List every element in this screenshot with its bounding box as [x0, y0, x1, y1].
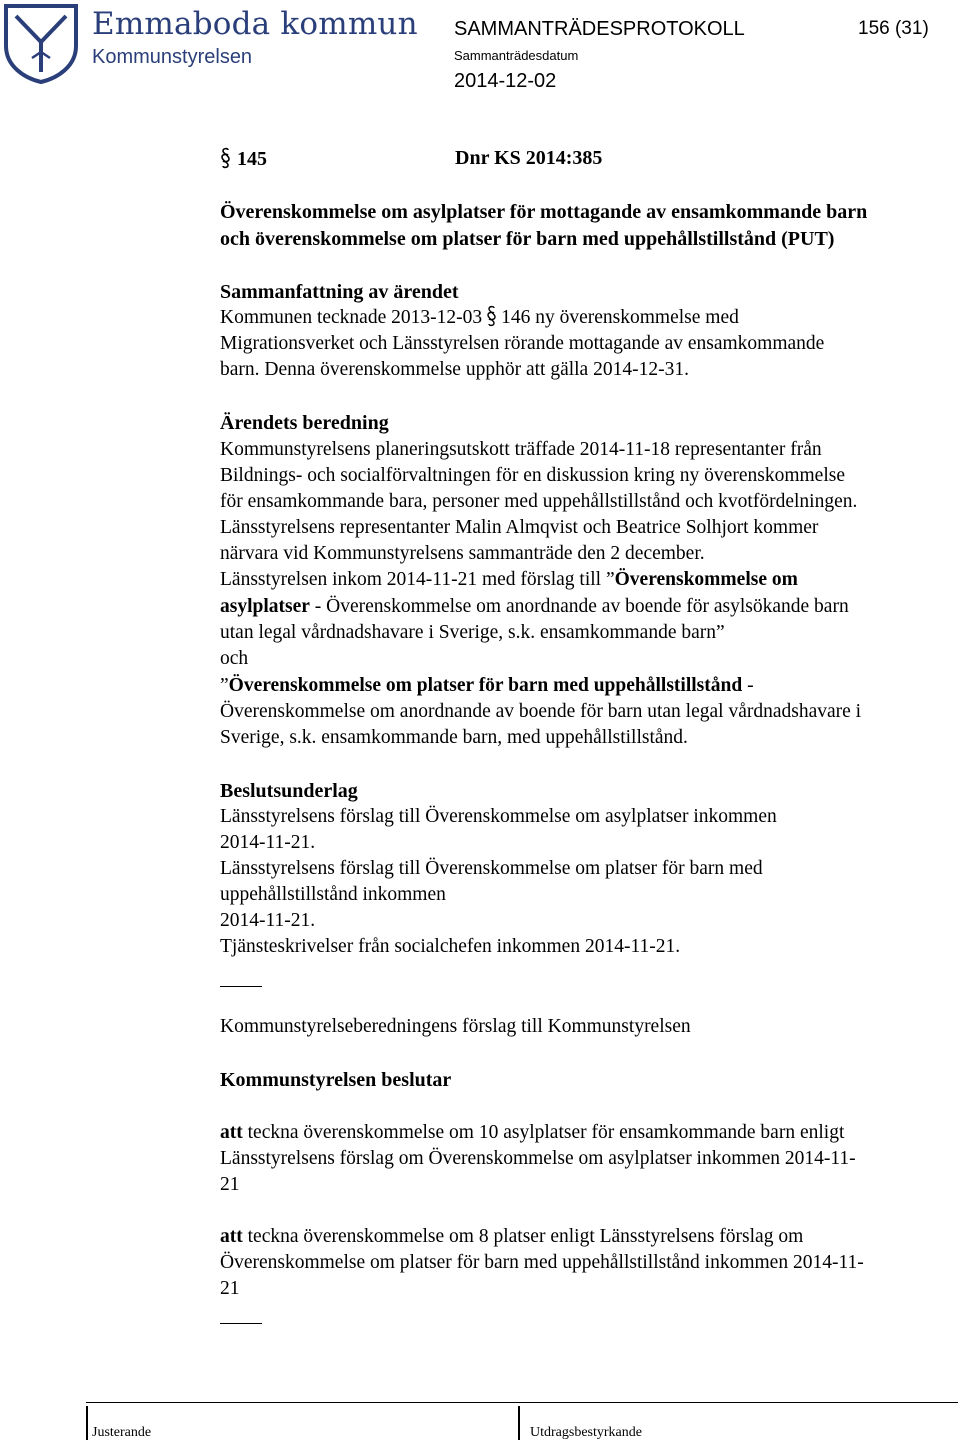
basis-line-4: uppehållstillstånd inkommen [220, 884, 446, 905]
preparation-line-2: Bildnings- och socialförvaltningen för en diskussion kring ny överenskommelse [220, 465, 845, 486]
decision-item-2-line-1 [220, 1224, 803, 1251]
footer-justerande: Justerande [92, 1425, 152, 1440]
case-title-line-1: Överenskommelse om asylplatser för mottagande av ensamkommande barn [220, 201, 868, 223]
summary-line-2: Migrationsverket och Länsstyrelsen rörande mottagande av ensamkommande [220, 333, 825, 354]
basis-line-2: 2014-11-21. [220, 832, 316, 853]
preparation-line-6a: Länsstyrelsen inkom 2014-11-21 med förslag till ” [220, 569, 615, 590]
decision-heading: Kommunstyrelsen beslutar [220, 1069, 452, 1091]
summary-line-1b: 146 ny överenskommelse med [501, 307, 739, 328]
preparation-line-6 [220, 567, 798, 594]
preparation-line-10 [220, 673, 754, 700]
proposal-line: Kommunstyrelseberedningens förslag till Kommunstyrelsen [220, 1016, 691, 1037]
basis-line-6: Tjänsteskrivelser från socialchefen inkommen 2014-11-21. [220, 936, 681, 957]
decision-item-2-text: teckna överenskommelse om 8 platser enligt Länsstyrelsens förslag om [242, 1226, 804, 1247]
preparation-line-1: Kommunstyrelsens planeringsutskott träffade 2014-11-18 representanter från [220, 439, 822, 460]
department-name: Kommunstyrelsen [92, 46, 253, 68]
basis-line-1: Länsstyrelsens förslag till Överenskommelse om asylplatser inkommen [220, 806, 777, 827]
meeting-date: 2014-12-02 [454, 70, 557, 92]
footer-divider-left [86, 1406, 88, 1440]
preparation-heading: Ärendets beredning [220, 412, 389, 434]
preparation-line-4: Länsstyrelsens representanter Malin Almqvist och Beatrice Solhjort kommer [220, 517, 819, 538]
footer-rule [86, 1402, 958, 1403]
document-type: SAMMANTRÄDESPROTOKOLL [454, 18, 745, 40]
preparation-line-6b: Överenskommelse om [614, 569, 798, 590]
preparation-line-10c: - [742, 675, 754, 696]
date-label: Sammanträdesdatum [454, 48, 579, 63]
preparation-line-9: och [220, 648, 249, 669]
page-number: 156 (31) [858, 18, 929, 39]
preparation-line-5: närvara vid Kommunstyrelsens sammanträde den 2 december. [220, 543, 705, 564]
footer-utdragsbestyrkande: Utdragsbestyrkande [530, 1425, 642, 1440]
preparation-line-11: Överenskommelse om anordnande av boende för barn utan legal vårdnadshavare i [220, 701, 862, 722]
preparation-line-3: för ensamkommande bara, personer med uppehållstillstånd och kvotfördelningen. [220, 491, 858, 512]
preparation-line-7a: asylplatser [220, 596, 310, 617]
decision-item-1-line-3: 21 [220, 1174, 240, 1195]
preparation-line-12: Sverige, s.k. ensamkommande barn, med uppehållstillstånd. [220, 727, 688, 748]
section-sign-icon [486, 305, 497, 327]
summary-heading: Sammanfattning av ärendet [220, 281, 459, 303]
decision-item-2-line-2: Överenskommelse om platser för barn med uppehållstillstånd inkommen 2014-11- [220, 1252, 864, 1273]
separator-line-end [220, 1323, 262, 1324]
summary-line-1 [220, 305, 739, 332]
preparation-line-10b: Överenskommelse om platser för barn med uppehållstillstånd [228, 675, 743, 696]
case-number: Dnr KS 2014:385 [455, 147, 603, 169]
preparation-line-10a: ” [220, 675, 229, 696]
section-number [220, 147, 267, 171]
decision-att-1: att [220, 1122, 243, 1143]
preparation-line-7b: - Överenskommelse om anordnande av boende för asylsökande barn [309, 596, 849, 617]
decision-item-1-text: teckna överenskommelse om 10 asylplatser för ensamkommande barn enligt [242, 1122, 845, 1143]
coat-of-arms-icon [2, 2, 80, 84]
separator-line [220, 986, 262, 987]
section-sign-icon [220, 147, 231, 169]
preparation-line-7 [220, 594, 849, 621]
decision-att-2: att [220, 1226, 243, 1247]
decision-item-1-line-1 [220, 1120, 844, 1147]
summary-line-3: barn. Denna överenskommelse upphör att gälla 2014-12-31. [220, 359, 689, 380]
decision-item-1-line-2: Länsstyrelsens förslag om Överenskommelse om asylplatser inkommen 2014-11- [220, 1148, 856, 1169]
section-number-text: 145 [237, 148, 267, 170]
basis-line-5: 2014-11-21. [220, 910, 316, 931]
case-title-line-2: och överenskommelse om platser för barn med uppehållstillstånd (PUT) [220, 228, 835, 250]
preparation-line-8: utan legal vårdnadshavare i Sverige, s.k. ensamkommande barn” [220, 622, 725, 643]
summary-line-1a: Kommunen tecknade 2013-12-03 [220, 307, 483, 328]
footer-divider-middle [518, 1406, 520, 1440]
decision-item-2-line-3: 21 [220, 1278, 240, 1299]
basis-line-3: Länsstyrelsens förslag till Överenskommelse om platser för barn med [220, 858, 763, 879]
basis-heading: Beslutsunderlag [220, 780, 358, 802]
org-name: Emmaboda kommun [92, 6, 418, 42]
